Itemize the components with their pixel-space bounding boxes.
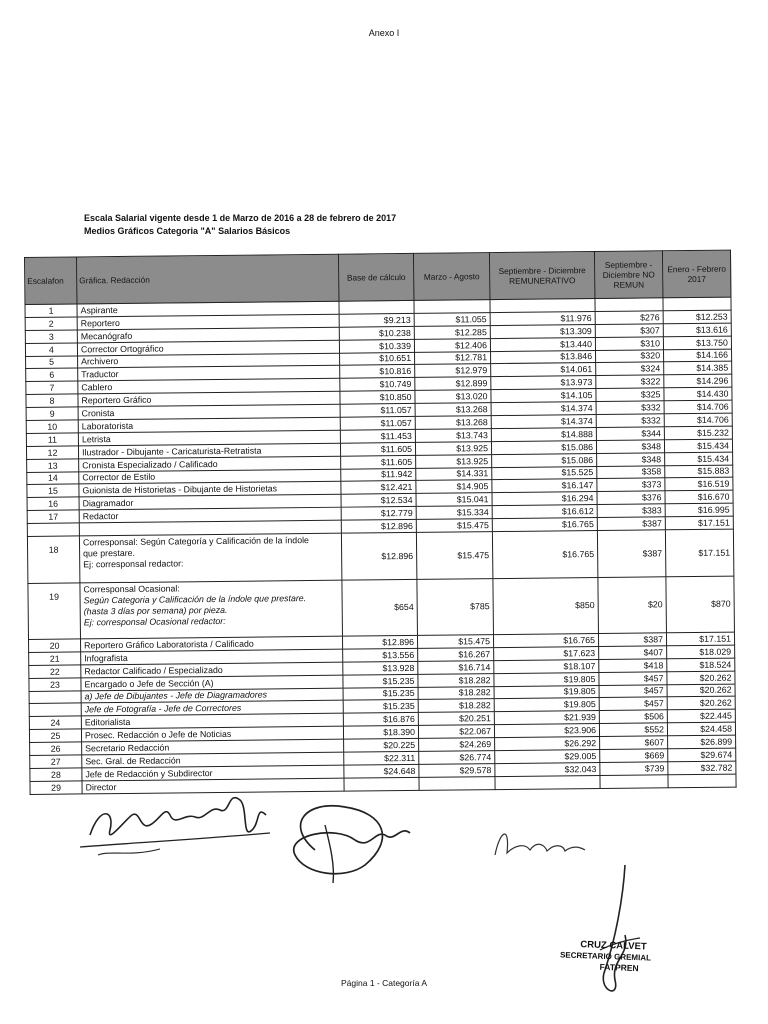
cell-category: Diagramador: [79, 495, 341, 511]
cell-sep-dic-rem: $16.294: [492, 492, 597, 506]
cell-marzo-agosto: $16.714: [418, 660, 494, 674]
cell-escalafon: 20: [29, 639, 81, 652]
cell-escalafon: 11: [26, 433, 78, 446]
header-sep-dic-norem: Septiembre - Diciembre NO REMUN: [594, 251, 662, 299]
cell-marzo-agosto: $15.475: [417, 635, 493, 649]
cell-sep-dic-norem: $332: [596, 414, 664, 428]
cell-sep-dic-norem: $348: [596, 440, 664, 454]
cell-sep-dic-rem: $15.525: [492, 466, 597, 480]
cell-sep-dic-rem: $15.086: [491, 440, 596, 454]
cell-sep-dic-norem: $457: [599, 684, 667, 698]
cell-sep-dic-norem: $387: [597, 530, 665, 578]
cell-category: Guionista de Historietas - Dibujante de Historietas: [79, 482, 341, 498]
cell-sep-dic-norem: $669: [600, 749, 668, 763]
cell-enero-febrero: $13.616: [663, 323, 731, 337]
cell-category-line: (hasta 3 días por semana) por pieza.: [83, 604, 228, 617]
cell-escalafon: 17: [27, 510, 79, 523]
cell-escalafon: 6: [26, 368, 78, 381]
cell-category: Mecanógrafo: [77, 327, 339, 343]
cell-sep-dic-rem: $23.906: [494, 724, 599, 738]
cell-enero-febrero: $32.782: [668, 761, 736, 775]
cell-category: Secretario Redacción: [82, 739, 344, 755]
cell-sep-dic-rem: $850: [493, 578, 599, 635]
salary-table: [24, 250, 737, 795]
cell-category: Director: [82, 778, 344, 794]
cell-escalafon: 9: [26, 407, 78, 420]
cell-base: $10.850: [340, 391, 415, 405]
cell-sep-dic-norem: $276: [595, 311, 663, 325]
cell-base: [339, 300, 414, 314]
cell-category: Cronista: [78, 404, 340, 420]
cell-sep-dic-rem: [495, 775, 600, 789]
cell-marzo-agosto: $29.578: [419, 764, 495, 778]
cell-sep-dic-rem: $29.005: [495, 750, 600, 764]
cell-escalafon: 16: [27, 497, 79, 510]
cell-sep-dic-rem: $16.147: [492, 479, 597, 493]
cell-sep-dic-norem: [595, 298, 663, 312]
cell-sep-dic-rem: $16.612: [492, 505, 597, 519]
cell-enero-febrero: [663, 297, 731, 311]
cell-marzo-agosto: [414, 300, 490, 314]
cell-category: a) Jefe de Dibujantes - Jefe de Diagramadores: [81, 688, 343, 704]
cell-enero-febrero: $17.151: [666, 632, 734, 646]
cell-enero-febrero: $15.232: [664, 426, 732, 440]
cell-sep-dic-rem: $26.292: [495, 737, 600, 751]
cell-marzo-agosto: $13.268: [415, 403, 491, 417]
header-marzo-agosto: Marzo - Agosto: [413, 253, 489, 301]
cell-base: $12.534: [341, 494, 416, 508]
cell-category: Redactor Calificado / Especializado: [81, 662, 343, 678]
cell-sep-dic-rem: $16.765: [493, 634, 598, 648]
cell-marzo-agosto: $15.475: [416, 519, 492, 533]
cell-enero-febrero: $14.296: [664, 374, 732, 388]
cell-marzo-agosto: $16.267: [418, 648, 494, 662]
signatory-stamp: [559, 938, 651, 974]
cell-enero-febrero: $16.519: [665, 478, 733, 492]
cell-marzo-agosto: $12.899: [415, 377, 491, 391]
table-row-19: [28, 576, 735, 639]
cell-base: $13.928: [343, 661, 418, 675]
cell-escalafon: 10: [26, 420, 78, 433]
cell-base: $11.942: [341, 468, 416, 482]
cell-sep-dic-norem: $358: [597, 465, 665, 479]
cell-escalafon: 24: [29, 716, 81, 729]
cell-marzo-agosto: $22.067: [418, 725, 494, 739]
cell-sep-dic-rem: $19.805: [494, 698, 599, 712]
cell-marzo-agosto: $11.055: [414, 313, 490, 327]
cell-escalafon: 13: [27, 459, 79, 472]
cell-escalafon: 28: [30, 768, 82, 781]
cell-enero-febrero: $18.029: [667, 645, 735, 659]
cell-sep-dic-norem: $387: [597, 517, 665, 531]
cell-category: Reportero Gráfico Laboratorista / Calificado: [81, 636, 343, 652]
cell-escalafon: 1: [25, 304, 77, 317]
cell-base: $12.421: [341, 481, 416, 495]
cell-escalafon: 7: [26, 381, 78, 394]
salary-table-wrapper: [24, 250, 736, 795]
cell-sep-dic-norem: $324: [596, 362, 664, 376]
cell-sep-dic-norem: $457: [599, 671, 667, 685]
cell-base: $12.896: [342, 635, 417, 649]
cell-sep-dic-rem: $21.939: [494, 711, 599, 725]
cell-base: $11.057: [340, 404, 415, 418]
cell-marzo-agosto: $13.925: [416, 454, 492, 468]
cell-sep-dic-norem: $376: [597, 491, 665, 505]
cell-enero-febrero: $15.434: [665, 452, 733, 466]
cell-escalafon: 26: [30, 742, 82, 755]
cell-base: $10.816: [340, 365, 415, 379]
cell-escalafon: 12: [26, 446, 78, 459]
cell-enero-febrero: $20.262: [667, 671, 735, 685]
cell-sep-dic-norem: $387: [598, 633, 666, 647]
cell-sep-dic-norem: $457: [599, 697, 667, 711]
cell-base: $11.605: [341, 455, 416, 469]
cell-enero-febrero: $26.899: [668, 735, 736, 749]
cell-enero-febrero: $18.524: [667, 658, 735, 672]
cell-marzo-agosto: $20.251: [418, 712, 494, 726]
cell-enero-febrero: $17.151: [665, 516, 733, 530]
cell-category: Corrector de Estilo: [79, 469, 341, 485]
cell-sep-dic-norem: $322: [596, 375, 664, 389]
stamp-role: SECRETARIO GREMIAL: [559, 950, 652, 963]
cell-category-line: Ej: corresponsal redactor:: [83, 558, 184, 570]
page-footer: Página 1 - Categoría A: [340, 978, 427, 988]
cell-category-line: que prestare.: [83, 547, 136, 559]
cell-base: $10.749: [340, 378, 415, 392]
cell-base: $15.235: [343, 687, 418, 701]
cell-escalafon: 15: [27, 484, 79, 497]
cell-base: [344, 777, 419, 791]
cell-base: $12.896: [341, 532, 416, 580]
cell-base: $11.453: [340, 429, 415, 443]
cell-sep-dic-rem: $14.374: [491, 415, 596, 429]
signature-1: [70, 785, 280, 875]
cell-sep-dic-norem: $506: [599, 710, 667, 724]
cell-sep-dic-rem: $13.973: [491, 376, 596, 390]
cell-sep-dic-rem: $11.976: [490, 311, 595, 325]
cell-category: Ilustrador - Dibujante - Caricaturista-Retratista: [78, 443, 340, 459]
cell-marzo-agosto: $15.334: [416, 506, 492, 520]
cell-enero-febrero: $14.166: [664, 349, 732, 363]
cell-category: Prosec. Redacción o Jefe de Noticias: [81, 726, 343, 742]
cell-marzo-agosto: $13.743: [415, 429, 491, 443]
cell-sep-dic-rem: $14.061: [491, 363, 596, 377]
cell-marzo-agosto: $14.331: [416, 467, 492, 481]
cell-marzo-agosto: [419, 776, 495, 790]
cell-category-line: Corresponsal: Según Categoría y Calificación de la índole: [82, 535, 309, 548]
cell-category: Redactor: [79, 507, 341, 523]
table-row-18: [27, 529, 733, 583]
cell-base: $12.896: [341, 520, 416, 534]
cell-sep-dic-rem: $19.805: [494, 672, 599, 686]
cell-escalafon: 3: [25, 330, 77, 343]
header-sep-dic-rem: Septiembre - Diciembre REMUNERATIVO: [489, 252, 594, 300]
cell-base: $15.235: [343, 700, 418, 714]
cell-category: Archivero: [78, 353, 340, 369]
cell-sep-dic-rem: $15.086: [492, 453, 597, 467]
cell-sep-dic-rem: $13.440: [490, 337, 595, 351]
cell-escalafon: [27, 523, 79, 536]
document-title: [84, 212, 396, 238]
cell-category: Aspirante: [77, 301, 339, 317]
cell-marzo-agosto: $12.406: [414, 338, 490, 352]
cell-enero-febrero: $12.253: [663, 310, 731, 324]
cell-sep-dic-norem: $320: [596, 349, 664, 363]
cell-escalafon: 5: [26, 356, 78, 369]
signature-3: [485, 815, 595, 865]
cell-escalafon: 18: [27, 536, 79, 584]
cell-sep-dic-rem: $13.846: [491, 350, 596, 364]
cell-sep-dic-norem: $552: [599, 723, 667, 737]
cell-sep-dic-rem: $19.805: [494, 685, 599, 699]
title-line-1: Escala Salarial vigente desde 1 de Marzo de 2016 a 28 de febrero de 2017: [84, 213, 397, 223]
cell-enero-febrero: $15.883: [665, 465, 733, 479]
cell-enero-febrero: $22.445: [667, 709, 735, 723]
cell-base: $24.648: [344, 764, 419, 778]
stamp-name: CRUZ CALVET: [580, 939, 647, 953]
cell-sep-dic-rem: [490, 299, 595, 313]
header-category: Gráfica. Redacción: [77, 254, 339, 304]
header-enero-febrero: Enero - Febrero 2017: [662, 250, 730, 298]
cell-enero-febrero: $29.674: [668, 748, 736, 762]
cell-enero-febrero: $24.458: [667, 722, 735, 736]
cell-escalafon: 14: [27, 472, 79, 485]
cell-sep-dic-norem: $310: [595, 336, 663, 350]
cell-category: [80, 580, 343, 639]
cell-category: Cronista Especializado / Calificado: [79, 456, 341, 472]
cell-base: $13.556: [343, 648, 418, 662]
cell-sep-dic-rem: $16.765: [492, 518, 597, 532]
cell-sep-dic-rem: $17.623: [494, 646, 599, 660]
cell-enero-febrero: $16.670: [665, 490, 733, 504]
cell-sep-dic-norem: $373: [597, 478, 665, 492]
cell-base: $10.339: [339, 339, 414, 353]
cell-category: Jefe de Redacción y Subdirector: [82, 765, 344, 781]
cell-category: Corrector Ortográfico: [77, 340, 339, 356]
cell-sep-dic-norem: $739: [600, 762, 668, 776]
cell-marzo-agosto: $12.285: [414, 325, 490, 339]
cell-base: $11.605: [340, 442, 415, 456]
cell-enero-febrero: $870: [666, 576, 735, 633]
cell-sep-dic-rem: $18.107: [494, 659, 599, 673]
cell-sep-dic-norem: [600, 775, 668, 789]
cell-category: Infografista: [81, 649, 343, 665]
cell-category-line: Según Categoria y Calificación de la índole que prestare.: [83, 593, 307, 606]
cell-sep-dic-rem: $32.043: [495, 762, 600, 776]
cell-sep-dic-norem: $307: [595, 324, 663, 338]
table-body: [25, 297, 733, 536]
cell-enero-febrero: $14.706: [664, 413, 732, 427]
header-base: Base de cálculo: [338, 253, 413, 301]
cell-base: $10.651: [340, 352, 415, 366]
cell-sep-dic-rem: $14.105: [491, 389, 596, 403]
cell-sep-dic-norem: $332: [596, 401, 664, 415]
cell-sep-dic-norem: $607: [600, 736, 668, 750]
cell-enero-febrero: [668, 774, 736, 788]
cell-base: $18.390: [343, 726, 418, 740]
cell-enero-febrero: $14.385: [664, 362, 732, 376]
cell-base: $22.311: [344, 751, 419, 765]
cell-enero-febrero: $15.434: [664, 439, 732, 453]
cell-sep-dic-norem: $418: [599, 659, 667, 673]
cell-escalafon: 29: [30, 781, 82, 794]
cell-category: Sec. Gral. de Redacción: [82, 752, 344, 768]
cell-escalafon: [29, 691, 81, 704]
title-line-2: Medios Gráficos Categoria "A" Salarios Básicos: [84, 226, 291, 236]
cell-category: Editorialista: [81, 714, 343, 730]
cell-escalafon: 22: [29, 665, 81, 678]
cell-base: $20.225: [344, 739, 419, 753]
cell-category: Jefe de Fotografía - Jefe de Correctores: [81, 701, 343, 717]
cell-category: Laboratorista: [78, 417, 340, 433]
cell-sep-dic-rem: $14.888: [491, 427, 596, 441]
cell-sep-dic-norem: $344: [596, 427, 664, 441]
cell-sep-dic-norem: $383: [597, 504, 665, 518]
cell-sep-dic-rem: $13.309: [490, 324, 595, 338]
cell-base: $9.213: [339, 313, 414, 327]
cell-category-line: Corresponsal Ocasional:: [83, 583, 180, 595]
cell-sep-dic-rem: $14.374: [491, 402, 596, 416]
cell-category: Reportero Gráfico: [78, 391, 340, 407]
signature-2: [275, 795, 425, 895]
cell-category: [79, 533, 341, 583]
cell-base: $11.057: [340, 416, 415, 430]
cell-marzo-agosto: $24.269: [419, 738, 495, 752]
cell-enero-febrero: $17.151: [665, 529, 733, 577]
cell-category: Reportero: [77, 314, 339, 330]
cell-marzo-agosto: $15.475: [416, 532, 492, 580]
cell-base: $16.876: [343, 713, 418, 727]
cell-escalafon: 2: [25, 317, 77, 330]
cell-escalafon: [29, 703, 81, 716]
cell-marzo-agosto: $12.979: [415, 364, 491, 378]
cell-sep-dic-norem: $407: [599, 646, 667, 660]
cell-marzo-agosto: $18.282: [418, 699, 494, 713]
cell-category: Encargado o Jefe de Sección (A): [81, 675, 343, 691]
cell-marzo-agosto: $26.774: [419, 751, 495, 765]
cell-sep-dic-norem: $348: [597, 452, 665, 466]
cell-category-line: Ej: corresponsal Ocasional redactor:: [83, 615, 226, 628]
cell-enero-febrero: $16.995: [665, 503, 733, 517]
cell-escalafon: 27: [30, 755, 82, 768]
table-body-lower: [29, 632, 737, 794]
cell-escalafon: 21: [29, 652, 81, 665]
cell-marzo-agosto: $18.282: [418, 673, 494, 687]
cell-base: $654: [342, 579, 418, 636]
cell-enero-febrero: $20.262: [667, 684, 735, 698]
cell-enero-febrero: $20.262: [667, 697, 735, 711]
cell-marzo-agosto: $18.282: [418, 686, 494, 700]
cell-enero-febrero: $14.430: [664, 387, 732, 401]
cell-marzo-agosto: $14.905: [416, 480, 492, 494]
stamp-org: FATPREN: [599, 961, 639, 974]
cell-category: Cablero: [78, 379, 340, 395]
cell-marzo-agosto: $13.268: [415, 416, 491, 430]
cell-base: $10.238: [339, 326, 414, 340]
cell-category: Traductor: [78, 366, 340, 382]
cell-escalafon: 19: [28, 583, 81, 640]
cell-category: Letrista: [78, 430, 340, 446]
cell-escalafon: 23: [29, 678, 81, 691]
cell-sep-dic-norem: $325: [596, 388, 664, 402]
header-escalafon: Escalafon: [25, 257, 77, 305]
cell-marzo-agosto: $785: [417, 579, 494, 636]
cell-escalafon: 25: [29, 729, 81, 742]
cell-escalafon: 8: [26, 394, 78, 407]
cell-sep-dic-norem: $20: [598, 577, 667, 634]
cell-escalafon: 4: [25, 343, 77, 356]
cell-marzo-agosto: $13.925: [415, 441, 491, 455]
cell-sep-dic-rem: $16.765: [492, 531, 597, 579]
table-header-row: [25, 250, 731, 304]
cell-base: $12.779: [341, 507, 416, 521]
cell-base: $15.235: [343, 674, 418, 688]
cell-marzo-agosto: $12.781: [415, 351, 491, 365]
cell-enero-febrero: $13.750: [663, 336, 731, 350]
cell-enero-febrero: $14.706: [664, 400, 732, 414]
cell-marzo-agosto: $13.020: [415, 390, 491, 404]
annex-label: Anexo I: [368, 28, 400, 38]
cell-marzo-agosto: $15.041: [416, 493, 492, 507]
table-body-special: [27, 529, 734, 639]
